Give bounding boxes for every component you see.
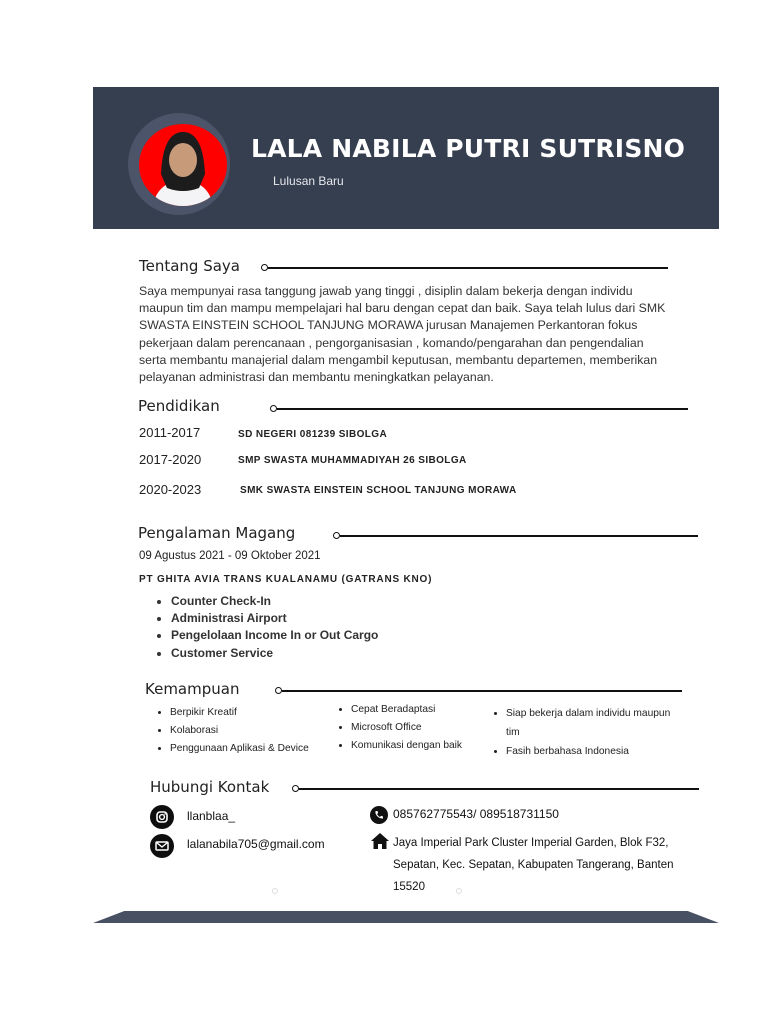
education-title: Pendidikan: [138, 397, 220, 415]
education-year: 2020-2023: [139, 482, 202, 497]
skill-item: • Fasih berbahasa Indonesia: [506, 742, 686, 761]
phone-icon: [370, 806, 388, 824]
skills-title: Kemampuan: [145, 680, 240, 698]
skill-item: • Kolaborasi: [170, 725, 340, 736]
internship-title: Pengalaman Magang: [138, 524, 296, 542]
about-line-dot: [261, 264, 268, 271]
skills-column-2: [335, 704, 501, 758]
education-divider: [277, 408, 688, 410]
decorative-dot: [272, 888, 278, 894]
skills-column-3: [490, 704, 686, 768]
footer-band: [93, 911, 719, 923]
skill-item: • Komunikasi dengan baik: [351, 740, 501, 751]
about-title: Tentang Saya: [139, 257, 241, 275]
skill-item: • Penggunaan Aplikasi & Device: [170, 743, 340, 754]
internship-line-dot: [333, 532, 340, 539]
skills-line-dot: [275, 687, 282, 694]
education-year: 2017-2020: [139, 452, 202, 467]
contact-line-dot: [292, 785, 299, 792]
skill-item: • Cepat Beradaptasi: [351, 704, 501, 715]
skill-item: • Siap bekerja dalam individu maupun tim: [506, 704, 686, 742]
internship-task: • Pengelolaan Income In or Out Cargo: [171, 627, 378, 644]
internship-task: • Customer Service: [171, 645, 378, 662]
email-icon: [150, 834, 174, 858]
education-school: SD NEGERI 081239 SIBOLGA: [238, 429, 388, 440]
decorative-dot: [456, 888, 462, 894]
education-year: 2011-2017: [139, 425, 201, 440]
internship-task: • Counter Check-In: [171, 593, 378, 610]
internship-task: • Administrasi Airport: [171, 610, 378, 627]
about-divider: [268, 267, 668, 269]
profile-photo: [139, 124, 227, 206]
education-school: SMK SWASTA EINSTEIN SCHOOL TANJUNG MORAWA: [240, 485, 517, 496]
internship-task-list: [153, 593, 378, 662]
internship-date: 09 Agustus 2021 - 09 Oktober 2021: [139, 550, 321, 562]
education-line-dot: [270, 405, 277, 412]
contact-title: Hubungi Kontak: [150, 778, 270, 796]
internship-company: PT GHITA AVIA TRANS KUALANAMU (GATRANS KNO): [139, 574, 433, 585]
email-address: lalanabila705@gmail.com: [187, 837, 325, 851]
candidate-subtitle: Lulusan Baru: [273, 174, 344, 188]
instagram-icon: [150, 805, 174, 829]
skill-item: • Microsoft Office: [351, 722, 501, 733]
about-text: Saya mempunyai rasa tanggung jawab yang tinggi , disiplin dalam bekerja dengan individu maupun tim dan mampu mempelajari hal baru dengan cepat dan baik. Saya telah lulus dari SMK SWASTA EINSTEIN SCHOOL TANJUNG MORAWA jurusan Manajemen Perkantoran fokus pekerjaan dalam perencanaan , pengorganisasian , komando/pengarahan dan pengendalian serta membantu manajerial dalam mengambil keputusan, membantu departemen, memberikan pelayanan administrasi dan membantu meningkatkan pelayanan.: [139, 284, 666, 385]
skills-divider: [282, 690, 682, 692]
internship-divider: [340, 535, 698, 537]
education-school: SMP SWASTA MUHAMMADIYAH 26 SIBOLGA: [238, 455, 467, 466]
skill-item: • Berpikir Kreatif: [170, 707, 340, 718]
candidate-name: LALA NABILA PUTRI SUTRISNO: [251, 134, 686, 163]
phone-number: 085762775543/ 089518731150: [393, 807, 559, 821]
home-icon: [370, 832, 390, 850]
skills-column-1: [154, 707, 340, 761]
contact-divider: [299, 788, 699, 790]
address: Jaya Imperial Park Cluster Imperial Garden, Blok F32, Sepatan, Kec. Sepatan, Kabupaten Tangerang, Banten 15520: [393, 837, 674, 893]
instagram-handle: llanblaa_: [187, 809, 236, 823]
